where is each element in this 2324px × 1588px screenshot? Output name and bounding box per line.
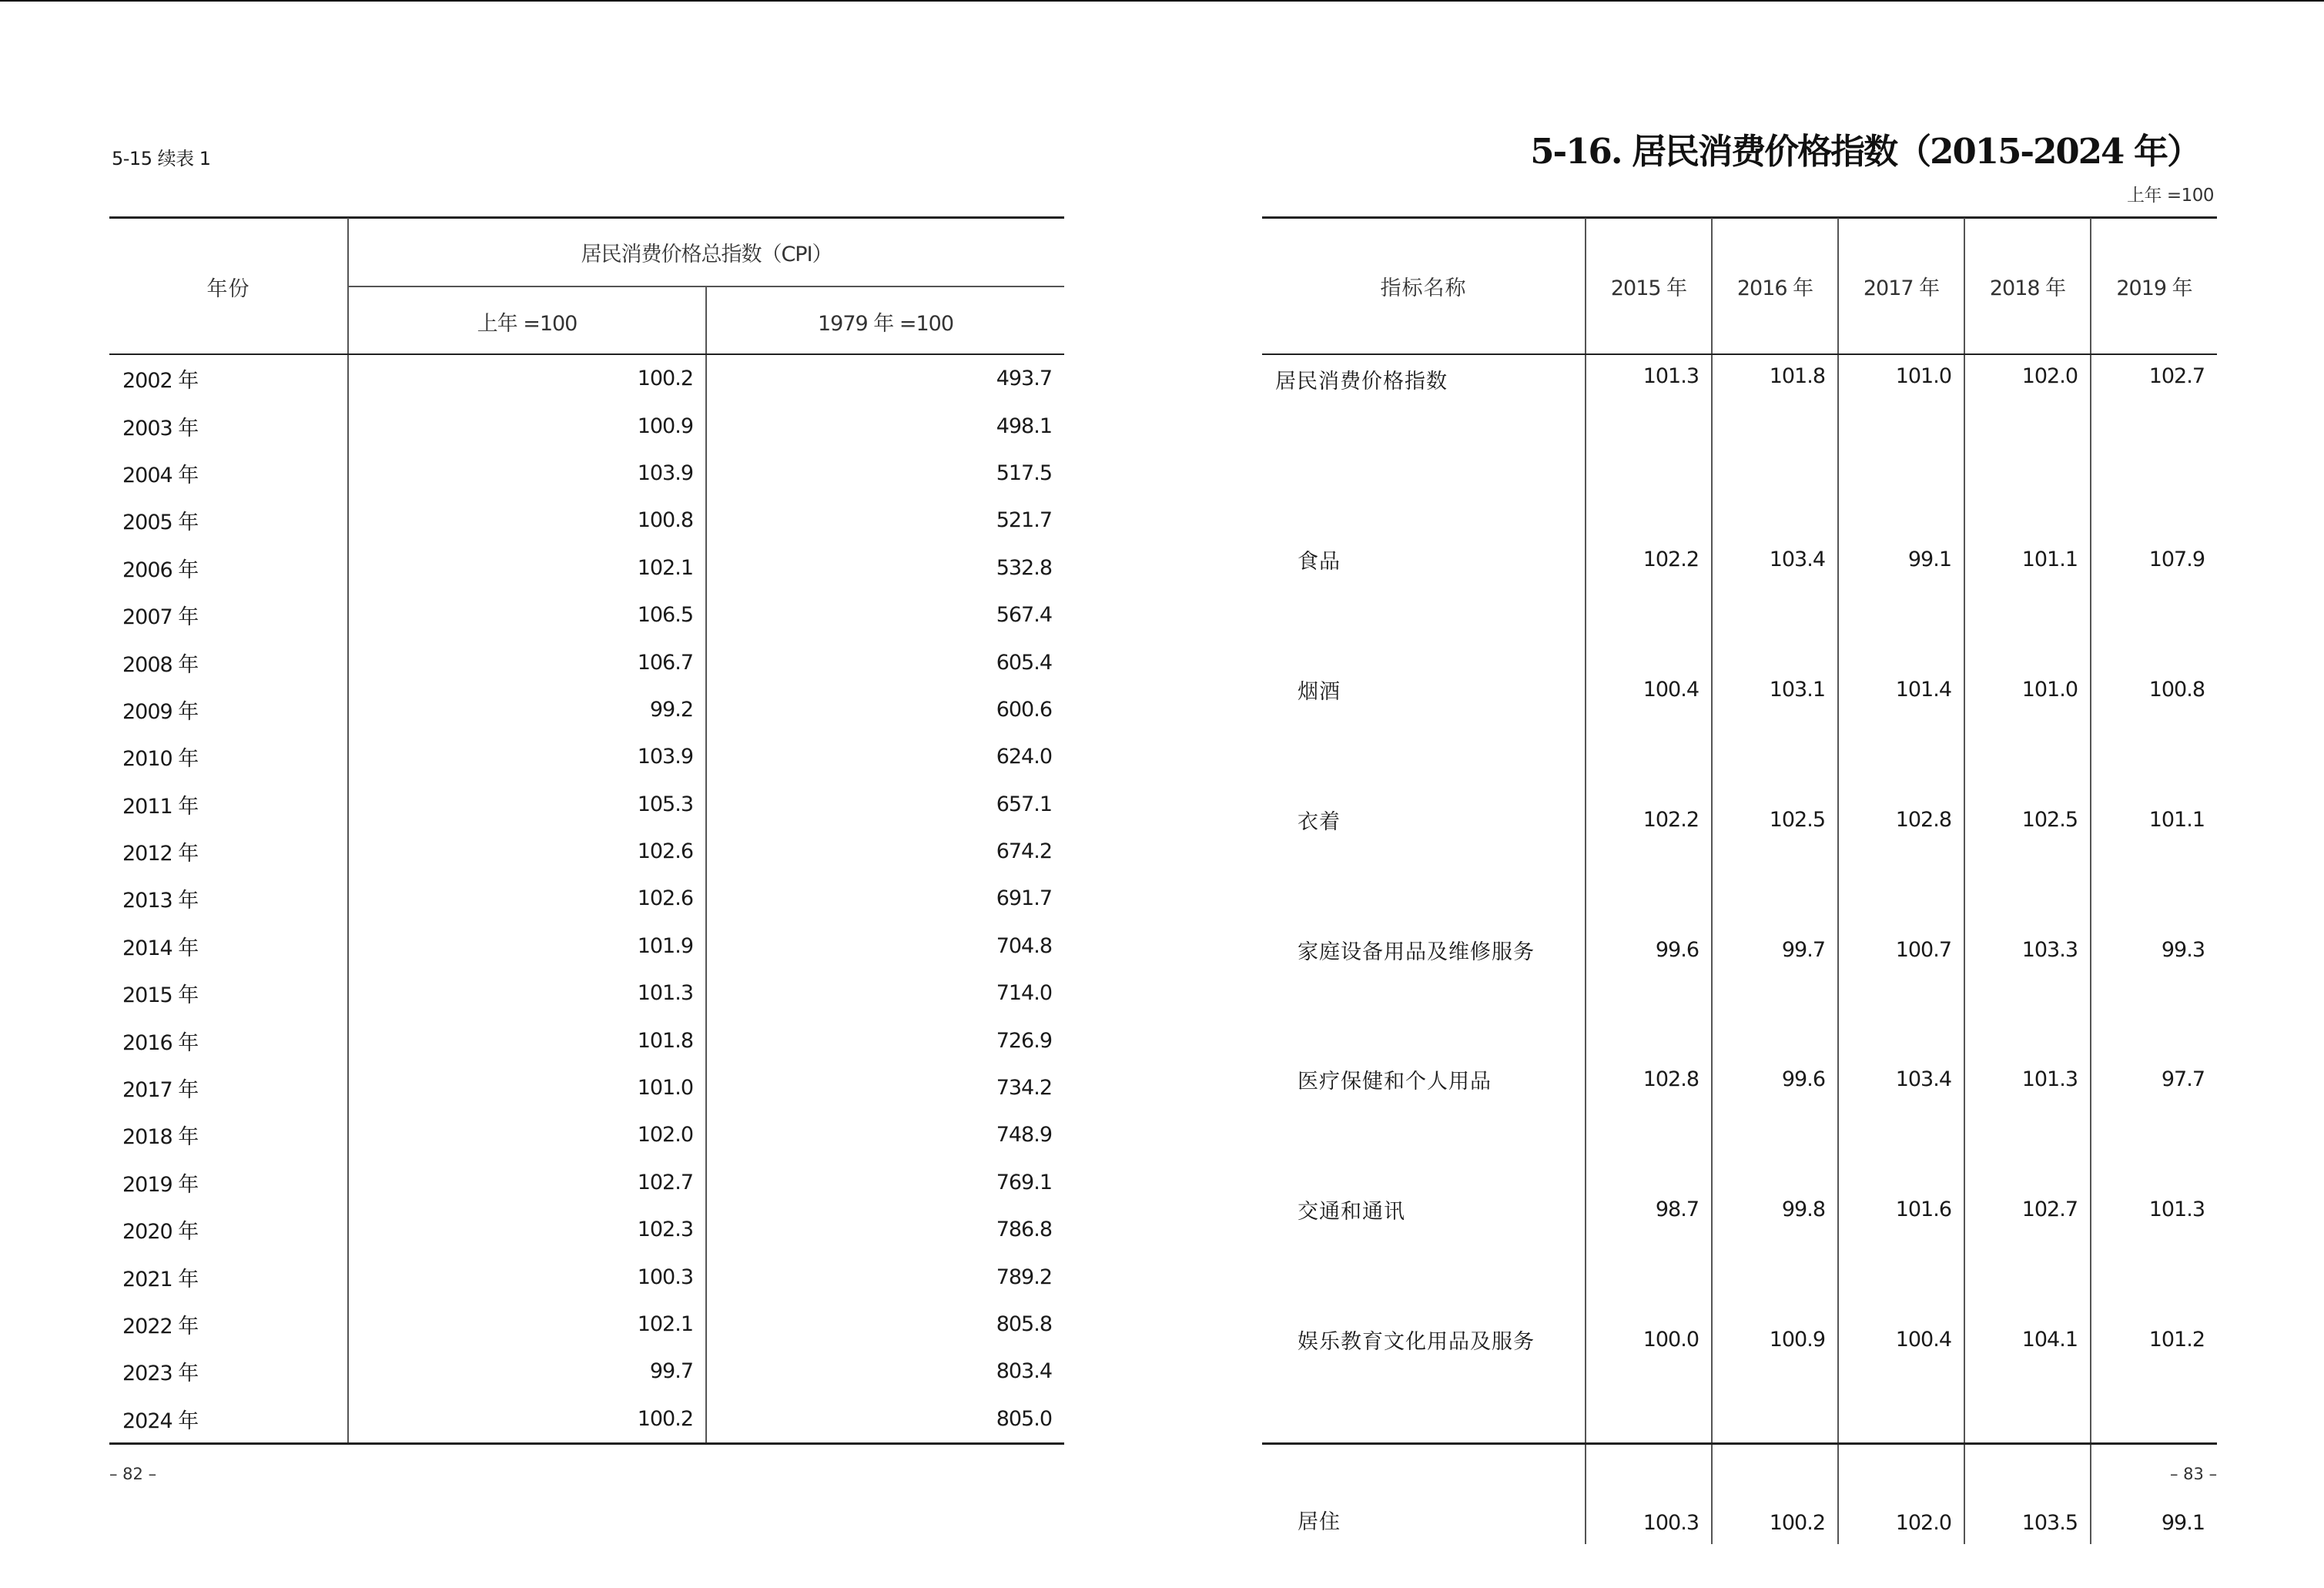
cpi-1979-base-cell: 493.7 xyxy=(996,367,1052,391)
table-bottom-rule xyxy=(1262,1442,2217,1445)
cpi-1979-base-cell: 567.4 xyxy=(996,603,1052,628)
indicator-label: 食品 xyxy=(1262,494,1586,625)
cpi-prev-year-cell: 102.6 xyxy=(348,828,706,875)
cpi-1979-base-cell: 714.0 xyxy=(996,981,1052,1006)
cpi-1979-base-cell: 734.2 xyxy=(996,1076,1052,1101)
index-value-cell: 100.7 xyxy=(1838,885,1964,1015)
cpi-prev-year-cell: 102.1 xyxy=(348,1301,706,1348)
cpi-1979-base-cell: 691.7 xyxy=(996,886,1052,911)
year-cell: 2003 年 xyxy=(109,402,348,449)
index-value-cell: 100.4 xyxy=(1586,625,1712,755)
cpi-1979-base-cell: 657.1 xyxy=(996,792,1052,816)
table-row xyxy=(1262,755,2217,885)
cpi-1979-base-cell: 803.4 xyxy=(996,1359,1052,1384)
year-cell: 2005 年 xyxy=(109,497,348,544)
year-cell: 2020 年 xyxy=(109,1206,348,1253)
index-value-cell: 102.5 xyxy=(1712,755,1838,885)
index-value-cell: 101.8 xyxy=(1712,355,1838,494)
table-row xyxy=(109,1017,1064,1064)
year-header-2016: 2016 年 xyxy=(1712,218,1838,353)
cpi-table-body xyxy=(109,355,1064,1442)
table-bottom-rule xyxy=(109,1442,1064,1445)
index-value-cell: 100.8 xyxy=(2148,677,2205,702)
year-cell: 2015 年 xyxy=(109,970,348,1017)
year-header-2019: 2019 年 xyxy=(2116,276,2192,300)
cpi-prev-year-cell: 101.3 xyxy=(348,970,706,1017)
cpi-1979-base-cell: 805.8 xyxy=(996,1312,1052,1336)
cpi-1979-base-cell: 674.2 xyxy=(996,839,1052,864)
index-value-cell: 100.2 xyxy=(1712,1405,1838,1544)
year-cell: 2010 年 xyxy=(109,733,348,780)
year-cell: 2011 年 xyxy=(109,781,348,828)
year-header-2017: 2017 年 xyxy=(1838,218,1964,353)
year-cell: 2022 年 xyxy=(109,1301,348,1348)
index-value-cell: 99.1 xyxy=(2161,1511,2205,1536)
table-row xyxy=(109,686,1064,733)
cpi-prev-year-cell: 101.0 xyxy=(348,1064,706,1111)
category-table-header xyxy=(1262,218,2217,353)
cpi-1979-base-cell: 498.1 xyxy=(996,414,1052,438)
cpi-1979-base-cell: 805.0 xyxy=(996,1406,1052,1431)
cpi-prev-year-cell: 102.0 xyxy=(348,1111,706,1158)
cpi-1979-base-cell: 726.9 xyxy=(996,1028,1052,1053)
table-row xyxy=(1262,494,2217,625)
index-value-cell: 104.1 xyxy=(1964,1275,2091,1405)
indicator-label: 居民消费价格指数 xyxy=(1262,355,1586,494)
year-cell: 2023 年 xyxy=(109,1348,348,1395)
cpi-prev-year-cell: 103.9 xyxy=(348,733,706,780)
table-row xyxy=(109,497,1064,544)
index-value-cell: 102.8 xyxy=(1838,755,1964,885)
table-row xyxy=(109,355,1064,402)
cpi-prev-year-cell: 102.7 xyxy=(348,1159,706,1206)
category-table-body xyxy=(1262,355,2217,1544)
indicator-label: 家庭设备用品及维修服务 xyxy=(1262,885,1586,1015)
index-value-cell: 101.0 xyxy=(1964,625,2091,755)
year-cell: 2014 年 xyxy=(109,923,348,970)
cpi-1979-base-cell: 748.9 xyxy=(996,1123,1052,1147)
table-row xyxy=(1262,625,2217,755)
index-value-cell: 97.7 xyxy=(2161,1067,2205,1092)
cpi-prev-year-cell: 103.9 xyxy=(348,450,706,497)
index-value-cell: 102.0 xyxy=(1964,355,2091,494)
index-value-cell: 99.1 xyxy=(1838,494,1964,625)
cpi-1979-base-cell: 521.7 xyxy=(996,508,1052,533)
year-cell: 2024 年 xyxy=(109,1395,348,1442)
index-value-cell: 102.5 xyxy=(1964,755,2091,885)
year-cell: 2016 年 xyxy=(109,1017,348,1064)
year-cell: 2019 年 xyxy=(109,1159,348,1206)
index-value-cell: 107.9 xyxy=(2148,547,2205,571)
index-value-cell: 99.6 xyxy=(1712,1014,1838,1144)
indicator-label: 居住 xyxy=(1262,1405,1586,1544)
table-row xyxy=(1262,1405,2217,1544)
year-cell: 2009 年 xyxy=(109,686,348,733)
index-value-cell: 102.2 xyxy=(1586,494,1712,625)
cpi-prev-year-cell: 100.2 xyxy=(348,1395,706,1442)
page-title: 5-16. 居民消费价格指数（2015-2024 年） xyxy=(1530,131,2200,172)
table-row xyxy=(109,544,1064,591)
table-row xyxy=(109,450,1064,497)
year-cell: 2006 年 xyxy=(109,544,348,591)
year-cell: 2004 年 xyxy=(109,450,348,497)
cpi-prev-year-cell: 106.7 xyxy=(348,638,706,685)
table-row xyxy=(109,1111,1064,1158)
cpi-prev-year-cell: 100.8 xyxy=(348,497,706,544)
cpi-1979-base-cell: 517.5 xyxy=(996,461,1052,485)
indicator-column-header: 指标名称 xyxy=(1262,218,1586,353)
cpi-prev-year-cell: 102.1 xyxy=(348,544,706,591)
table-row xyxy=(109,591,1064,638)
year-cell: 2017 年 xyxy=(109,1064,348,1111)
unit-note: 上年 =100 xyxy=(2127,186,2214,206)
table-row xyxy=(109,1395,1064,1442)
index-value-cell: 100.3 xyxy=(1586,1405,1712,1544)
table-row xyxy=(1262,1275,2217,1405)
cpi-1979-base-cell: 624.0 xyxy=(996,745,1052,769)
table-row xyxy=(1262,1014,2217,1144)
year-header-2015: 2015 年 xyxy=(1586,218,1712,353)
index-value-cell: 101.1 xyxy=(2148,807,2205,832)
cpi-prev-year-cell: 100.3 xyxy=(348,1253,706,1300)
index-value-cell: 101.6 xyxy=(1838,1144,1964,1275)
cpi-prev-year-cell: 102.6 xyxy=(348,875,706,922)
year-cell: 2018 年 xyxy=(109,1111,348,1158)
indicator-label: 交通和通讯 xyxy=(1262,1144,1586,1275)
cpi-prev-year-cell: 99.7 xyxy=(348,1348,706,1395)
index-value-cell: 100.9 xyxy=(1712,1275,1838,1405)
index-value-cell: 102.0 xyxy=(1838,1405,1964,1544)
cpi-prev-year-cell: 101.9 xyxy=(348,923,706,970)
index-value-cell: 102.8 xyxy=(1586,1014,1712,1144)
index-value-cell: 103.4 xyxy=(1712,494,1838,625)
table-row xyxy=(109,1206,1064,1253)
cpi-prev-year-cell: 105.3 xyxy=(348,781,706,828)
index-value-cell: 99.6 xyxy=(1586,885,1712,1015)
table-row xyxy=(109,970,1064,1017)
indicator-label: 医疗保健和个人用品 xyxy=(1262,1014,1586,1144)
index-value-cell: 103.1 xyxy=(1712,625,1838,755)
cpi-prev-year-cell: 100.2 xyxy=(348,355,706,402)
index-value-cell: 100.0 xyxy=(1586,1275,1712,1405)
index-value-cell: 103.4 xyxy=(1838,1014,1964,1144)
table-row xyxy=(109,1253,1064,1300)
index-value-cell: 99.3 xyxy=(2161,937,2205,962)
table-row xyxy=(109,875,1064,922)
cpi-prev-year-cell: 101.8 xyxy=(348,1017,706,1064)
table-row xyxy=(1262,1144,2217,1275)
index-value-cell: 101.3 xyxy=(1586,355,1712,494)
base-1979-header: 1979 年 =100 xyxy=(706,286,1064,355)
year-cell: 2012 年 xyxy=(109,828,348,875)
indicator-label: 娱乐教育文化用品及服务 xyxy=(1262,1275,1586,1405)
table-row xyxy=(109,733,1064,780)
cpi-1979-base-cell: 786.8 xyxy=(996,1218,1052,1242)
table-row xyxy=(1262,885,2217,1015)
page-number: – 83 – xyxy=(2170,1465,2218,1483)
table-row xyxy=(109,1301,1064,1348)
cpi-1979-base-cell: 769.1 xyxy=(996,1170,1052,1194)
table-row xyxy=(1262,355,2217,494)
year-cell: 2007 年 xyxy=(109,591,348,638)
cpi-1979-base-cell: 704.8 xyxy=(996,933,1052,958)
index-value-cell: 101.3 xyxy=(2148,1198,2205,1222)
index-value-cell: 101.0 xyxy=(1838,355,1964,494)
year-column-header: 年份 xyxy=(109,218,348,355)
cpi-1979-base-cell: 600.6 xyxy=(996,697,1052,722)
indicator-label: 衣着 xyxy=(1262,755,1586,885)
year-cell: 2008 年 xyxy=(109,638,348,685)
running-head: 5-15 续表 1 xyxy=(112,148,211,169)
index-value-cell: 101.3 xyxy=(1964,1014,2091,1144)
right-page xyxy=(1162,0,2324,1588)
index-value-cell: 102.2 xyxy=(1586,755,1712,885)
index-value-cell: 101.1 xyxy=(1964,494,2091,625)
index-value-cell: 102.7 xyxy=(2148,364,2205,388)
table-row xyxy=(109,638,1064,685)
cpi-prev-year-cell: 99.2 xyxy=(348,686,706,733)
table-row xyxy=(109,1064,1064,1111)
cpi-prev-year-cell: 106.5 xyxy=(348,591,706,638)
cpi-table-header xyxy=(109,218,1064,355)
cpi-1979-base-cell: 605.4 xyxy=(996,650,1052,675)
index-value-cell: 101.2 xyxy=(2148,1328,2205,1352)
year-cell: 2013 年 xyxy=(109,875,348,922)
index-value-cell: 102.7 xyxy=(1964,1144,2091,1275)
index-value-cell: 99.7 xyxy=(1712,885,1838,1015)
table-row xyxy=(109,828,1064,875)
table-row xyxy=(109,923,1064,970)
table-row xyxy=(109,1348,1064,1395)
year-header-2018: 2018 年 xyxy=(1964,218,2091,353)
index-value-cell: 100.4 xyxy=(1838,1275,1964,1405)
table-row xyxy=(109,1159,1064,1206)
index-value-cell: 98.7 xyxy=(1586,1144,1712,1275)
index-value-cell: 103.5 xyxy=(1964,1405,2091,1544)
table-row xyxy=(109,402,1064,449)
cpi-group-header: 居民消费价格总指数（CPI） xyxy=(581,242,832,266)
cpi-prev-year-cell: 100.9 xyxy=(348,402,706,449)
index-value-cell: 101.4 xyxy=(1838,625,1964,755)
year-cell: 2021 年 xyxy=(109,1253,348,1300)
prev-year-base-header: 上年 =100 xyxy=(348,286,706,355)
year-cell: 2002 年 xyxy=(109,355,348,402)
index-value-cell: 99.8 xyxy=(1712,1144,1838,1275)
indicator-label: 烟酒 xyxy=(1262,625,1586,755)
cpi-1979-base-cell: 532.8 xyxy=(996,555,1052,580)
page-number: – 82 – xyxy=(109,1465,157,1483)
table-row xyxy=(109,781,1064,828)
cpi-prev-year-cell: 102.3 xyxy=(348,1206,706,1253)
index-value-cell: 103.3 xyxy=(1964,885,2091,1015)
cpi-1979-base-cell: 789.2 xyxy=(996,1265,1052,1289)
